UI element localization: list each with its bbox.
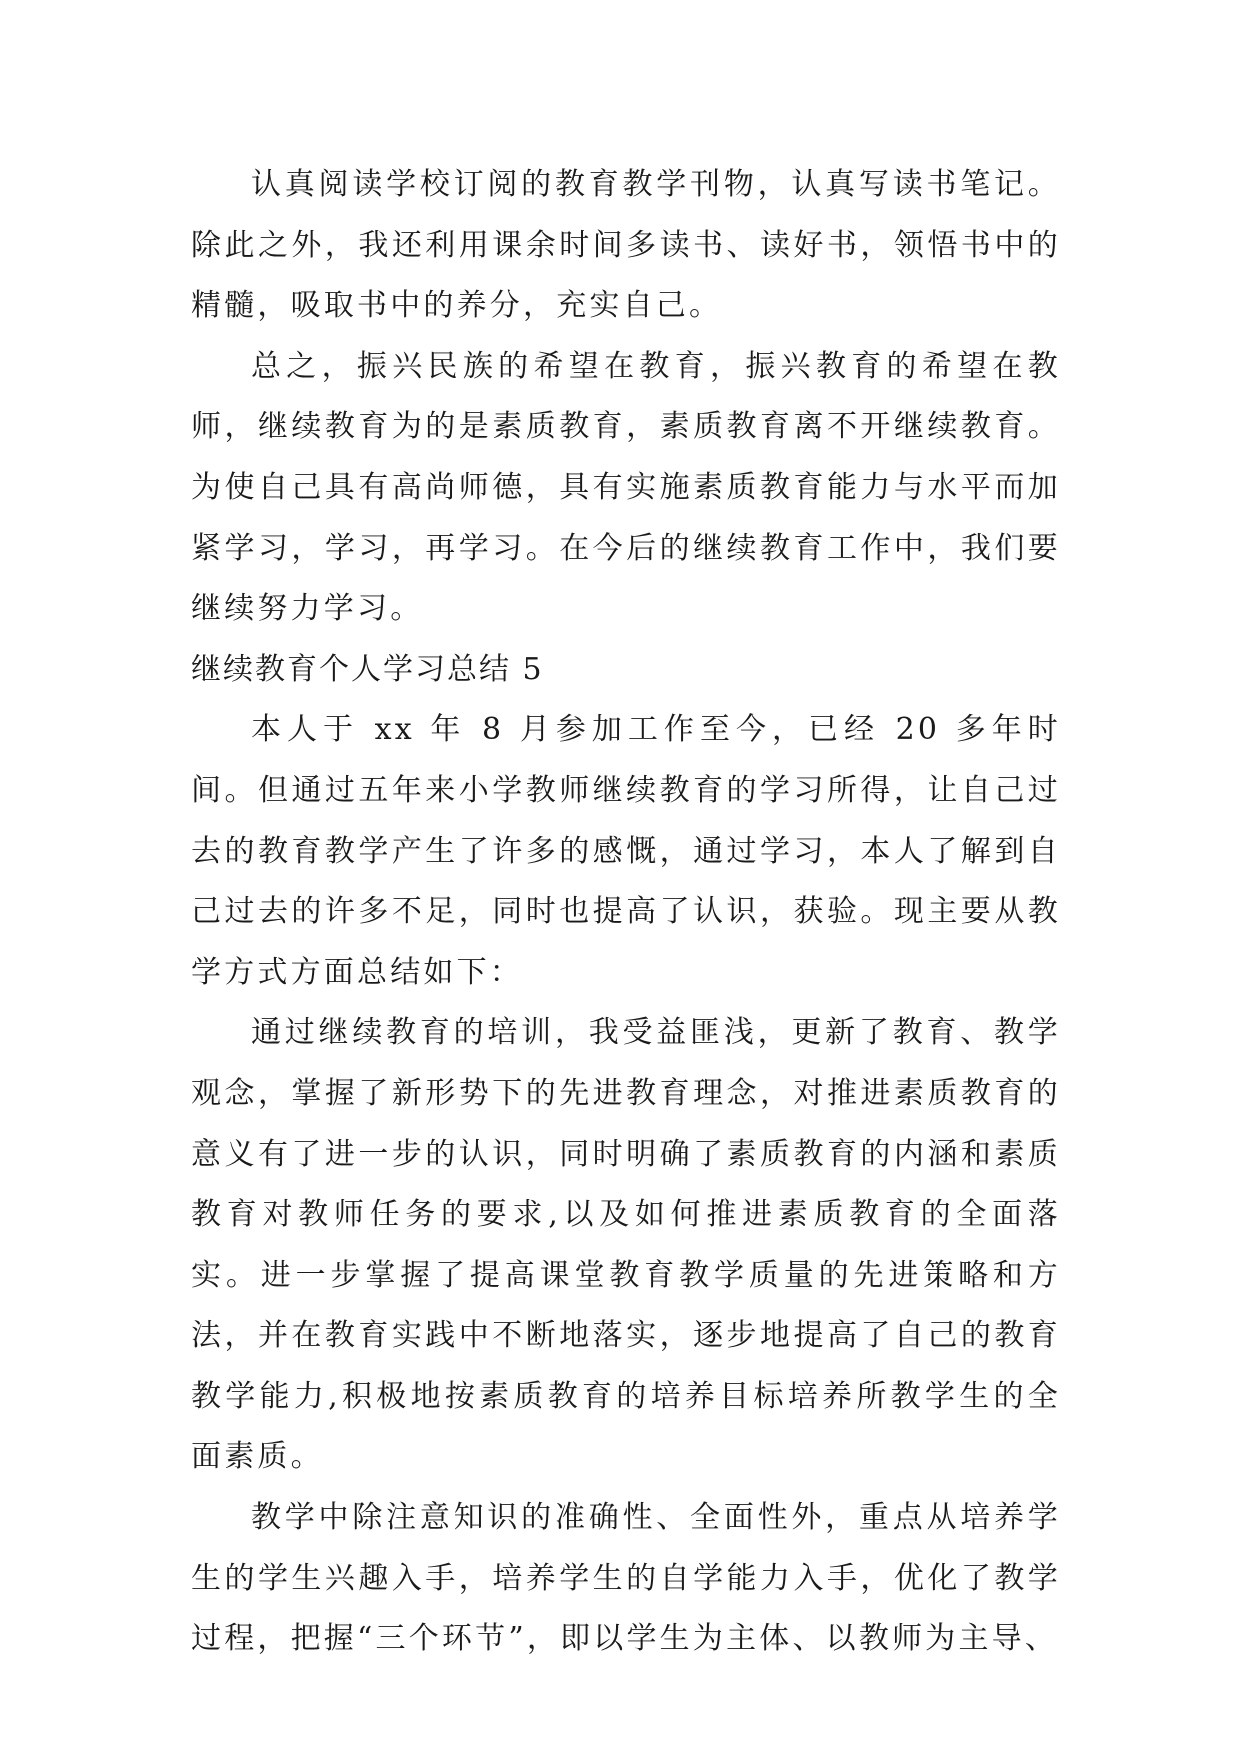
paragraph-training: 通过继续教育的培训，我受益匪浅，更新了教育、教学观念，掌握了新形势下的先进教育理念，对推进素质教育的意义有了进一步的认识，同时明确了素质教育的内涵和素质教育对教师任务的要求,以及如何推进素质教育的全面落实。进一步掌握了提高课堂教育教学质量的先进策略和方法，并在教育实践中不断地落实，逐步地提高了自己的教育教学能力,积极地按素质教育的培养目标培养所教学生的全面素质。 [191,1015,1061,1475]
paragraph-reading: 认真阅读学校订阅的教育教学刊物，认真写读书笔记。除此之外，我还利用课余时间多读书、读好书，领悟书中的精髓，吸取书中的养分，充实自己。 [191,167,1061,324]
paragraph-intro: 本人于 xx 年 8 月参加工作至今，已经 20 多年时间。但通过五年来小学教师继续教育的学习所得，让自己过去的教育教学产生了许多的感慨，通过学习，本人了解到自己过去的许多不足，同时也提高了认识，获验。现主要从教学方式方面总结如下： [191,712,1061,990]
paragraph-conclusion: 总之，振兴民族的希望在教育，振兴教育的希望在教师，继续教育为的是素质教育，素质教育离不开继续教育。为使自己具有高尚师德，具有实施素质教育能力与水平而加紧学习，学习，再学习。在今后的继续教育工作中，我们要继续努力学习。 [191,348,1061,627]
paragraph-teaching: 教学中除注意知识的准确性、全面性外，重点从培养学生的学生兴趣入手，培养学生的自学能力入手，优化了教学过程，把握“三个环节”，即以学生为主体、以教师为主导、 [191,1500,1061,1657]
document-page [191,155,1061,1670]
section-title: 继续教育个人学习总结 5 [191,651,544,687]
